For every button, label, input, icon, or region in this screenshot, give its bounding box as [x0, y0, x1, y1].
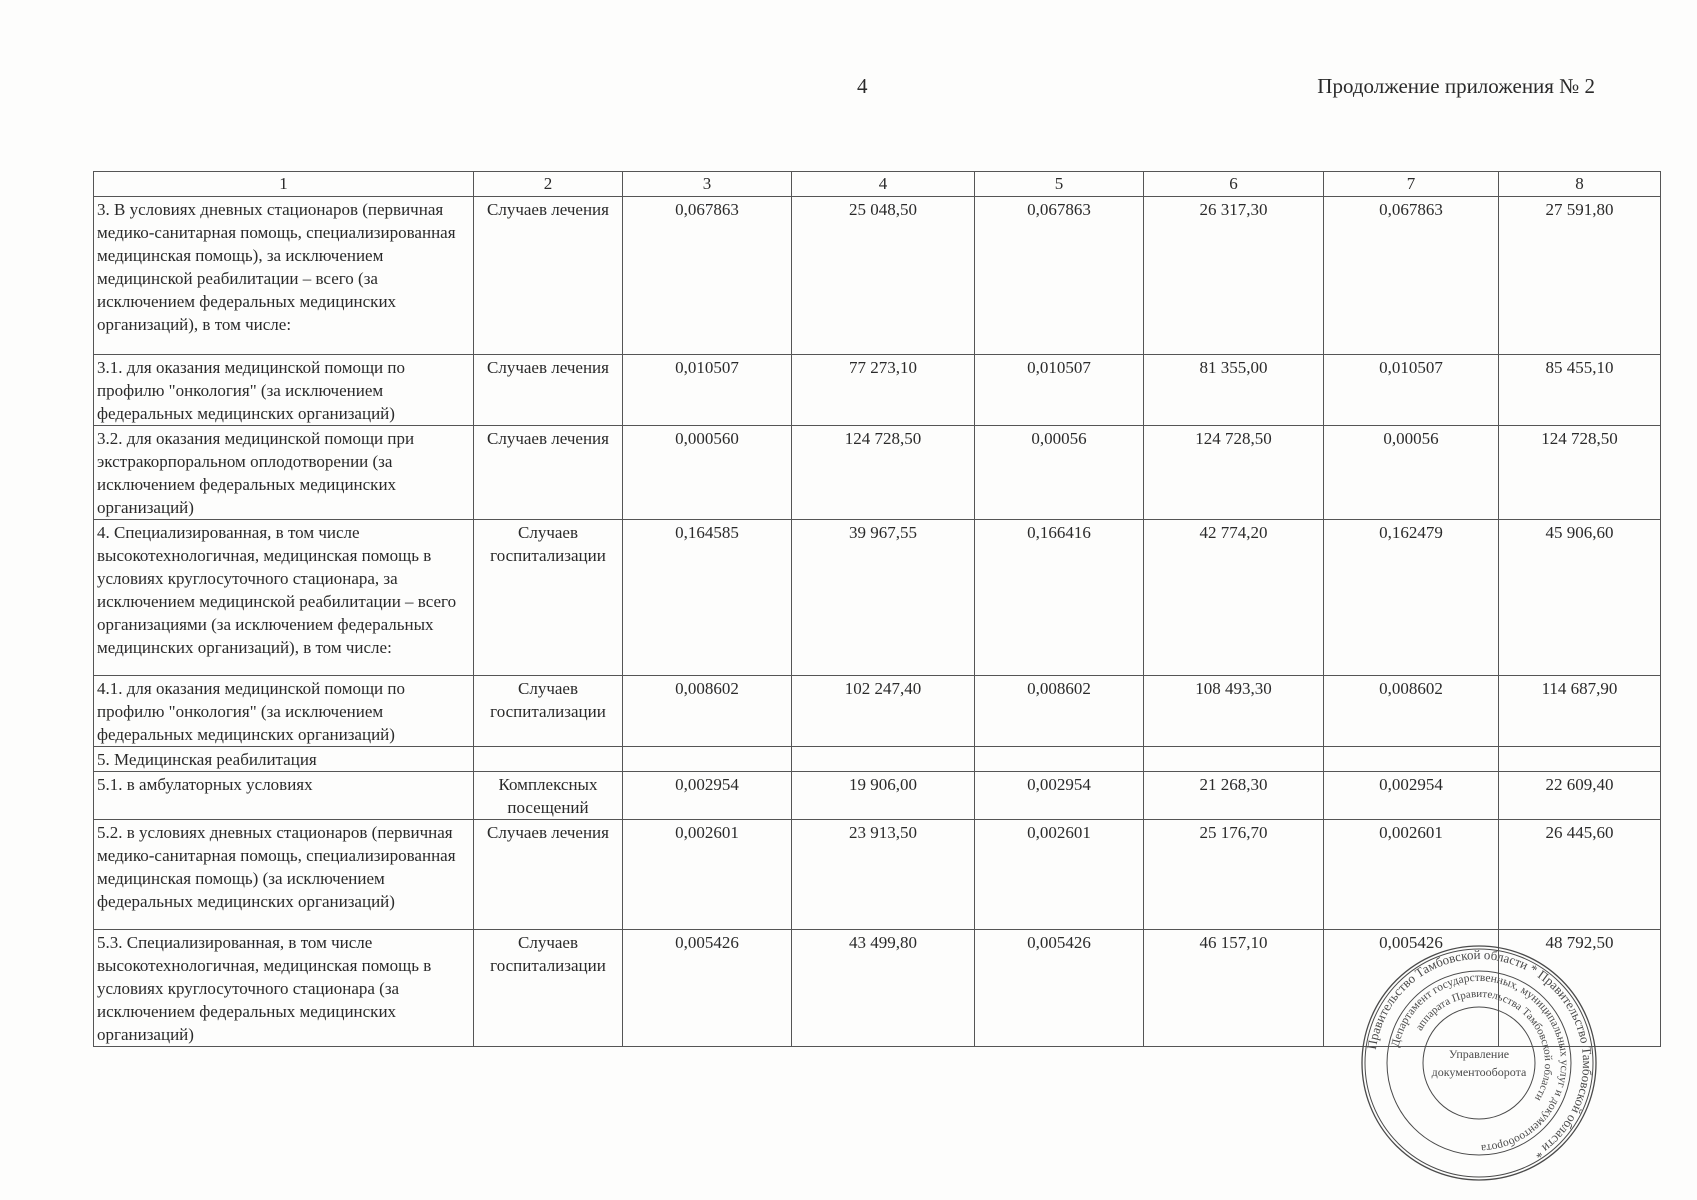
row-name: 3.2. для оказания медицинской помощи при экстракорпоральном оплодотворении (за исключением федеральных медицинских организаций): [94, 426, 474, 520]
row-value: 77 273,10: [792, 355, 975, 426]
row-value: 23 913,50: [792, 820, 975, 930]
row-unit: Случаев госпитализации: [474, 520, 623, 676]
table-row: [94, 355, 1661, 426]
row-value: 0,010507: [623, 355, 792, 426]
row-value: 81 355,00: [1144, 355, 1324, 426]
row-name: 4. Специализированная, в том числе высокотехнологичная, медицинская помощь в условиях круглосуточного стационара, за исключением медицинской реабилитации – всего организациями (за исключением федеральных медицинских организаций), в том числе:: [94, 520, 474, 676]
row-value: 0,010507: [1324, 355, 1499, 426]
row-unit: Случаев лечения: [474, 197, 623, 355]
table-row: [94, 520, 1661, 676]
seal-center-line-1: Управление: [1448, 1047, 1510, 1061]
row-value: 22 609,40: [1499, 772, 1661, 820]
column-number: 2: [474, 172, 623, 197]
column-number: 7: [1324, 172, 1499, 197]
row-name: 5.2. в условиях дневных стационаров (первичная медико-санитарная помощь, специализированная медицинская помощь) (за исключением федеральных медицинских организаций): [94, 820, 474, 930]
row-value: 0,002954: [623, 772, 792, 820]
row-unit: [474, 747, 623, 772]
row-value: 25 176,70: [1144, 820, 1324, 930]
row-value: 26 317,30: [1144, 197, 1324, 355]
table-row: [94, 676, 1661, 747]
row-value: 25 048,50: [792, 197, 975, 355]
row-value: 124 728,50: [1144, 426, 1324, 520]
row-unit: Случаев лечения: [474, 426, 623, 520]
row-value: 0,067863: [1324, 197, 1499, 355]
row-value: 46 157,10: [1144, 930, 1324, 1047]
row-value: 0,067863: [975, 197, 1144, 355]
row-value: [792, 747, 975, 772]
annex-continuation-label: Продолжение приложения № 2: [1317, 74, 1595, 98]
page-number: 4: [857, 74, 868, 98]
seal-inner-text: аппарата Правительства Тамбовской области: [1413, 987, 1555, 1104]
table-row: [94, 772, 1661, 820]
row-name: 5.3. Специализированная, в том числе высокотехнологичная, медицинская помощь в условиях круглосуточного стационара (за исключением федеральных медицинских организаций): [94, 930, 474, 1047]
row-unit: Случаев госпитализации: [474, 676, 623, 747]
row-value: 48 792,50: [1499, 930, 1661, 1047]
row-value: 0,008602: [975, 676, 1144, 747]
row-name: 3.1. для оказания медицинской помощи по профилю "онкология" (за исключением федеральных медицинских организаций): [94, 355, 474, 426]
row-name: 5.1. в амбулаторных условиях: [94, 772, 474, 820]
row-value: 19 906,00: [792, 772, 975, 820]
row-value: 0,005426: [623, 930, 792, 1047]
row-value: 0,00056: [975, 426, 1144, 520]
seal-outer-text: Правительство Тамбовской области * Правительство Тамбовской области *: [1363, 946, 1596, 1162]
column-number-row: [94, 172, 1661, 197]
row-value: 26 445,60: [1499, 820, 1661, 930]
column-number: 6: [1144, 172, 1324, 197]
row-unit: Случаев лечения: [474, 355, 623, 426]
row-value: 45 906,60: [1499, 520, 1661, 676]
row-unit: Случаев лечения: [474, 820, 623, 930]
row-value: 114 687,90: [1499, 676, 1661, 747]
column-number: 8: [1499, 172, 1661, 197]
row-value: 85 455,10: [1499, 355, 1661, 426]
row-value: 0,008602: [1324, 676, 1499, 747]
seal-middle-text: Департамент государственных, муниципальных услуг и документооборота: [1389, 971, 1571, 1155]
row-value: [623, 747, 792, 772]
table-row: [94, 426, 1661, 520]
table-row: [94, 820, 1661, 930]
row-unit: Случаев госпитализации: [474, 930, 623, 1047]
row-value: 42 774,20: [1144, 520, 1324, 676]
row-value: 0,002954: [1324, 772, 1499, 820]
row-value: 0,067863: [623, 197, 792, 355]
row-value: 0,002954: [975, 772, 1144, 820]
row-value: 0,008602: [623, 676, 792, 747]
row-value: 0,002601: [623, 820, 792, 930]
indicators-table: [93, 171, 1661, 1047]
row-name: 3. В условиях дневных стационаров (первичная медико-санитарная помощь, специализированная медицинская помощь), за исключением медицинской реабилитации – всего (за исключением федеральных медицинских организаций), в том числе:: [94, 197, 474, 355]
row-value: 124 728,50: [1499, 426, 1661, 520]
table-row: [94, 197, 1661, 355]
row-value: 27 591,80: [1499, 197, 1661, 355]
row-value: 43 499,80: [792, 930, 975, 1047]
row-value: 124 728,50: [792, 426, 975, 520]
row-value: 0,010507: [975, 355, 1144, 426]
row-value: 108 493,30: [1144, 676, 1324, 747]
row-value: 0,005426: [975, 930, 1144, 1047]
row-value: 0,164585: [623, 520, 792, 676]
row-name: 5. Медицинская реабилитация: [94, 747, 474, 772]
row-value: [975, 747, 1144, 772]
column-number: 4: [792, 172, 975, 197]
row-value: 0,00056: [1324, 426, 1499, 520]
column-number: 1: [94, 172, 474, 197]
row-value: 0,005426: [1324, 930, 1499, 1047]
row-value: 0,002601: [975, 820, 1144, 930]
row-name: 4.1. для оказания медицинской помощи по профилю "онкология" (за исключением федеральных медицинских организаций): [94, 676, 474, 747]
column-number: 5: [975, 172, 1144, 197]
row-value: [1324, 747, 1499, 772]
row-value: 102 247,40: [792, 676, 975, 747]
seal-center-line-2: документооборота: [1431, 1065, 1527, 1079]
row-value: [1144, 747, 1324, 772]
row-value: 0,166416: [975, 520, 1144, 676]
row-value: 0,000560: [623, 426, 792, 520]
row-unit: Комплексных посещений: [474, 772, 623, 820]
table-row: [94, 747, 1661, 772]
row-value: 0,162479: [1324, 520, 1499, 676]
row-value: 39 967,55: [792, 520, 975, 676]
row-value: 0,002601: [1324, 820, 1499, 930]
column-number: 3: [623, 172, 792, 197]
official-seal: [1360, 944, 1598, 1182]
row-value: 21 268,30: [1144, 772, 1324, 820]
row-value: [1499, 747, 1661, 772]
